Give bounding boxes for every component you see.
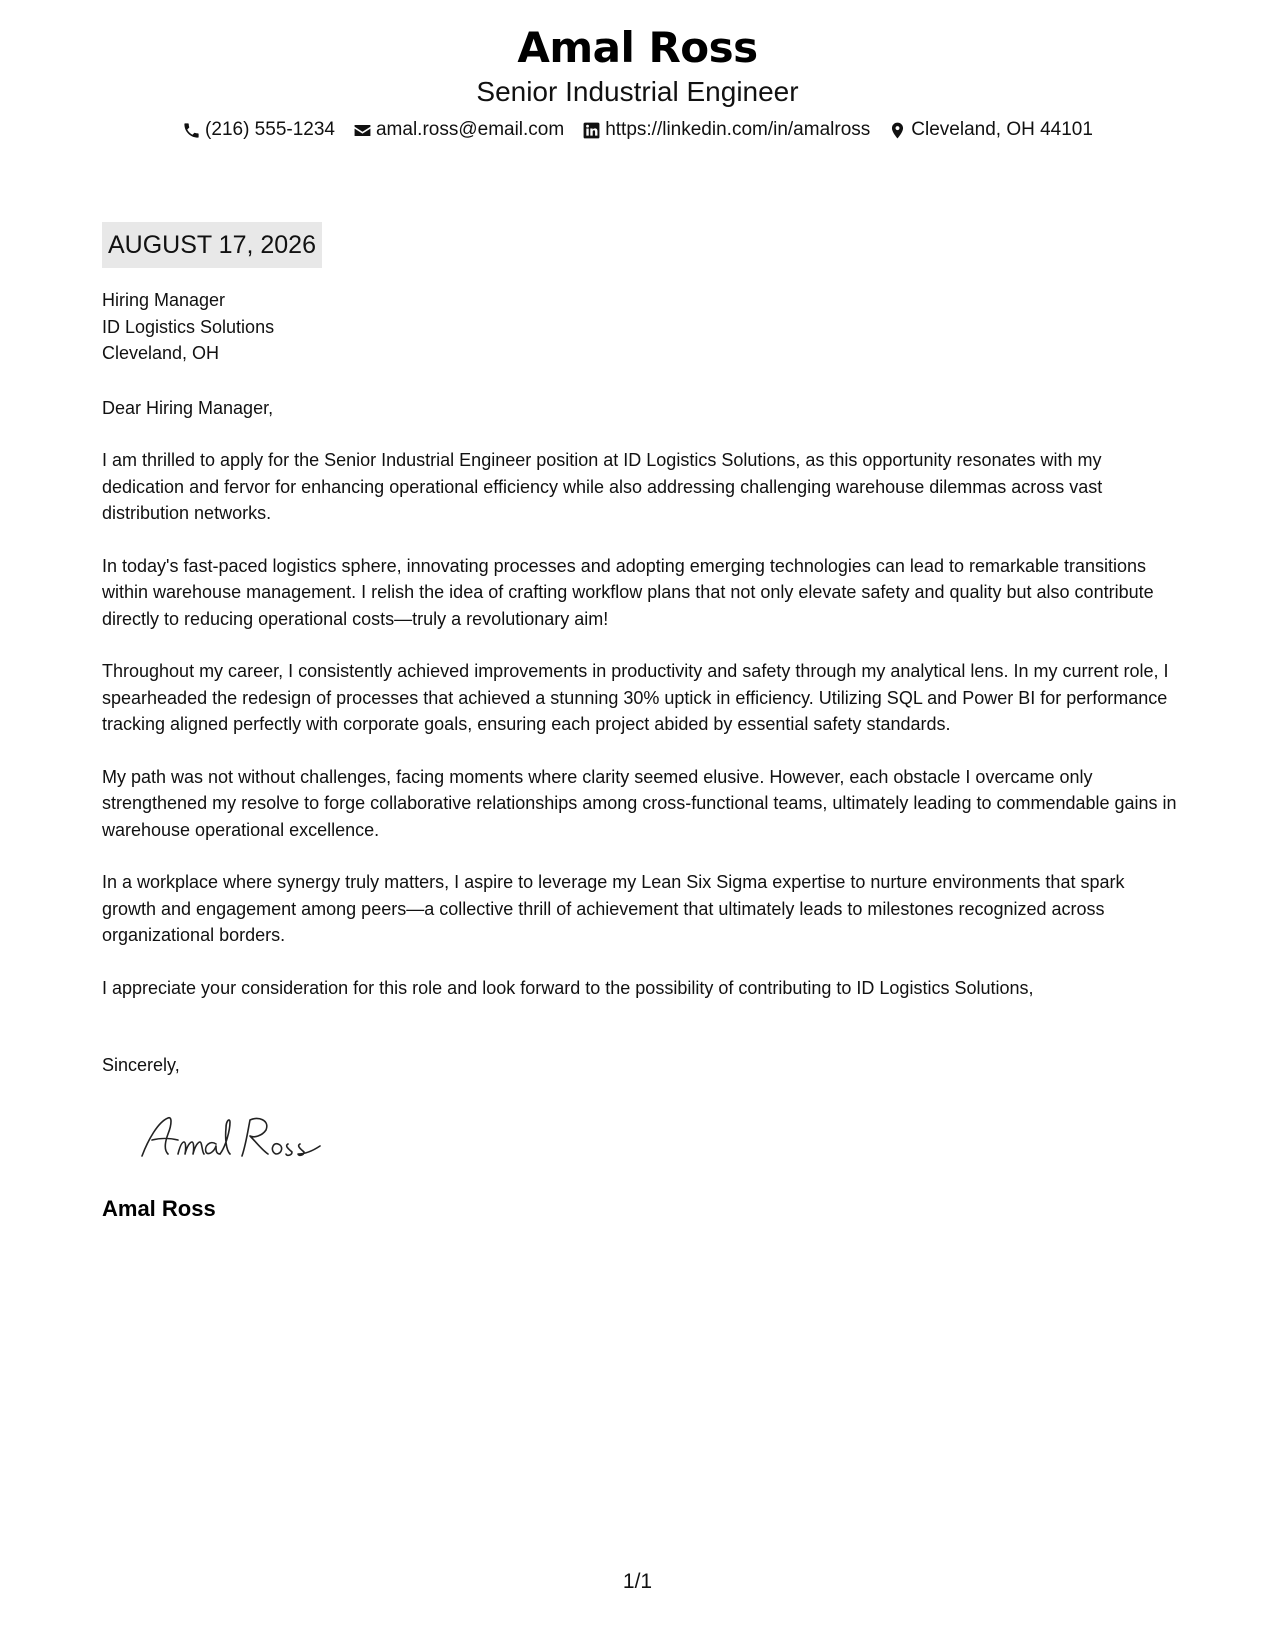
salutation: Dear Hiring Manager, (102, 398, 274, 418)
body-paragraph: I appreciate your consideration for this role and look forward to the possibility of contributing to ID Logistics Solutions, (102, 977, 1034, 998)
handwritten-signature (138, 1110, 328, 1164)
closing: Sincerely, (102, 1055, 180, 1075)
signer-name: Amal Ross (102, 1196, 216, 1221)
phone-icon (182, 121, 201, 140)
body-paragraph: I am thrilled to apply for the Senior Industrial Engineer position at ID Logistics Solutions, as this opportunity resonates with my dedication and fervor for enhancing operational efficiency while also addressing challenging warehouse dilemmas across vast distribution networks. (102, 450, 1103, 523)
body-paragraph: In a workplace where synergy truly matters, I aspire to leverage my Lean Six Sigma expertise to nurture environments that spark growth and engagement among peers—a collective thrill of achievement that ultimately leads to milestones recognized across organizational borders. (102, 872, 1125, 945)
linkedin-icon (582, 121, 601, 140)
letter-body (102, 447, 1182, 1027)
letter-date: AUGUST 17, 2026 (102, 222, 322, 268)
map-marker-icon (888, 121, 907, 140)
body-paragraph: In today's fast-paced logistics sphere, innovating processes and adopting emerging technologies can lead to remarkable transitions within warehouse management. I relish the idea of crafting workflow plans that not only elevate safety and quality but also contribute directly to reducing operational costs—truly a revolutionary aim! (102, 555, 1154, 629)
contact-location (888, 118, 1093, 142)
applicant-name: Amal Ross (517, 23, 758, 72)
page-indicator: 1/1 (622, 1570, 653, 1593)
envelope-icon (353, 121, 372, 140)
contact-email-text[interactable]: amal.ross@email.com (375, 119, 565, 140)
contact-phone-text: (216) 555-1234 (205, 119, 335, 140)
letter-header (0, 22, 1275, 142)
contact-location-text: Cleveland, OH 44101 (911, 119, 1093, 140)
contact-phone (182, 118, 335, 142)
contact-linkedin-text[interactable]: https://linkedin.com/in/amalross (605, 119, 871, 140)
body-paragraph: My path was not without challenges, facing moments where clarity seemed elusive. However, each obstacle I overcame only strengthened my resolve to forge collaborative relationships among cross-functional teams, ultimately leading to commendable gains in warehouse operational excellence. (102, 766, 1177, 840)
recipient-line: Cleveland, OH (102, 343, 220, 363)
recipient-line: Hiring Manager (102, 290, 226, 310)
recipient-block (102, 287, 1182, 367)
applicant-title: Senior Industrial Engineer (476, 76, 799, 107)
contact-bar (0, 118, 1275, 142)
recipient-line: ID Logistics Solutions (102, 316, 275, 337)
contact-linkedin[interactable] (582, 118, 870, 142)
contact-email[interactable] (353, 118, 564, 142)
body-paragraph: Throughout my career, I consistently achieved improvements in productivity and safety through my analytical lens. In my current role, I spearheaded the redesign of processes that achieved a stunning 30% uptick in efficiency. Utilizing SQL and Power BI for performance tracking aligned perfectly with corporate goals, ensuring each project abided by essential safety standards. (102, 661, 1169, 734)
